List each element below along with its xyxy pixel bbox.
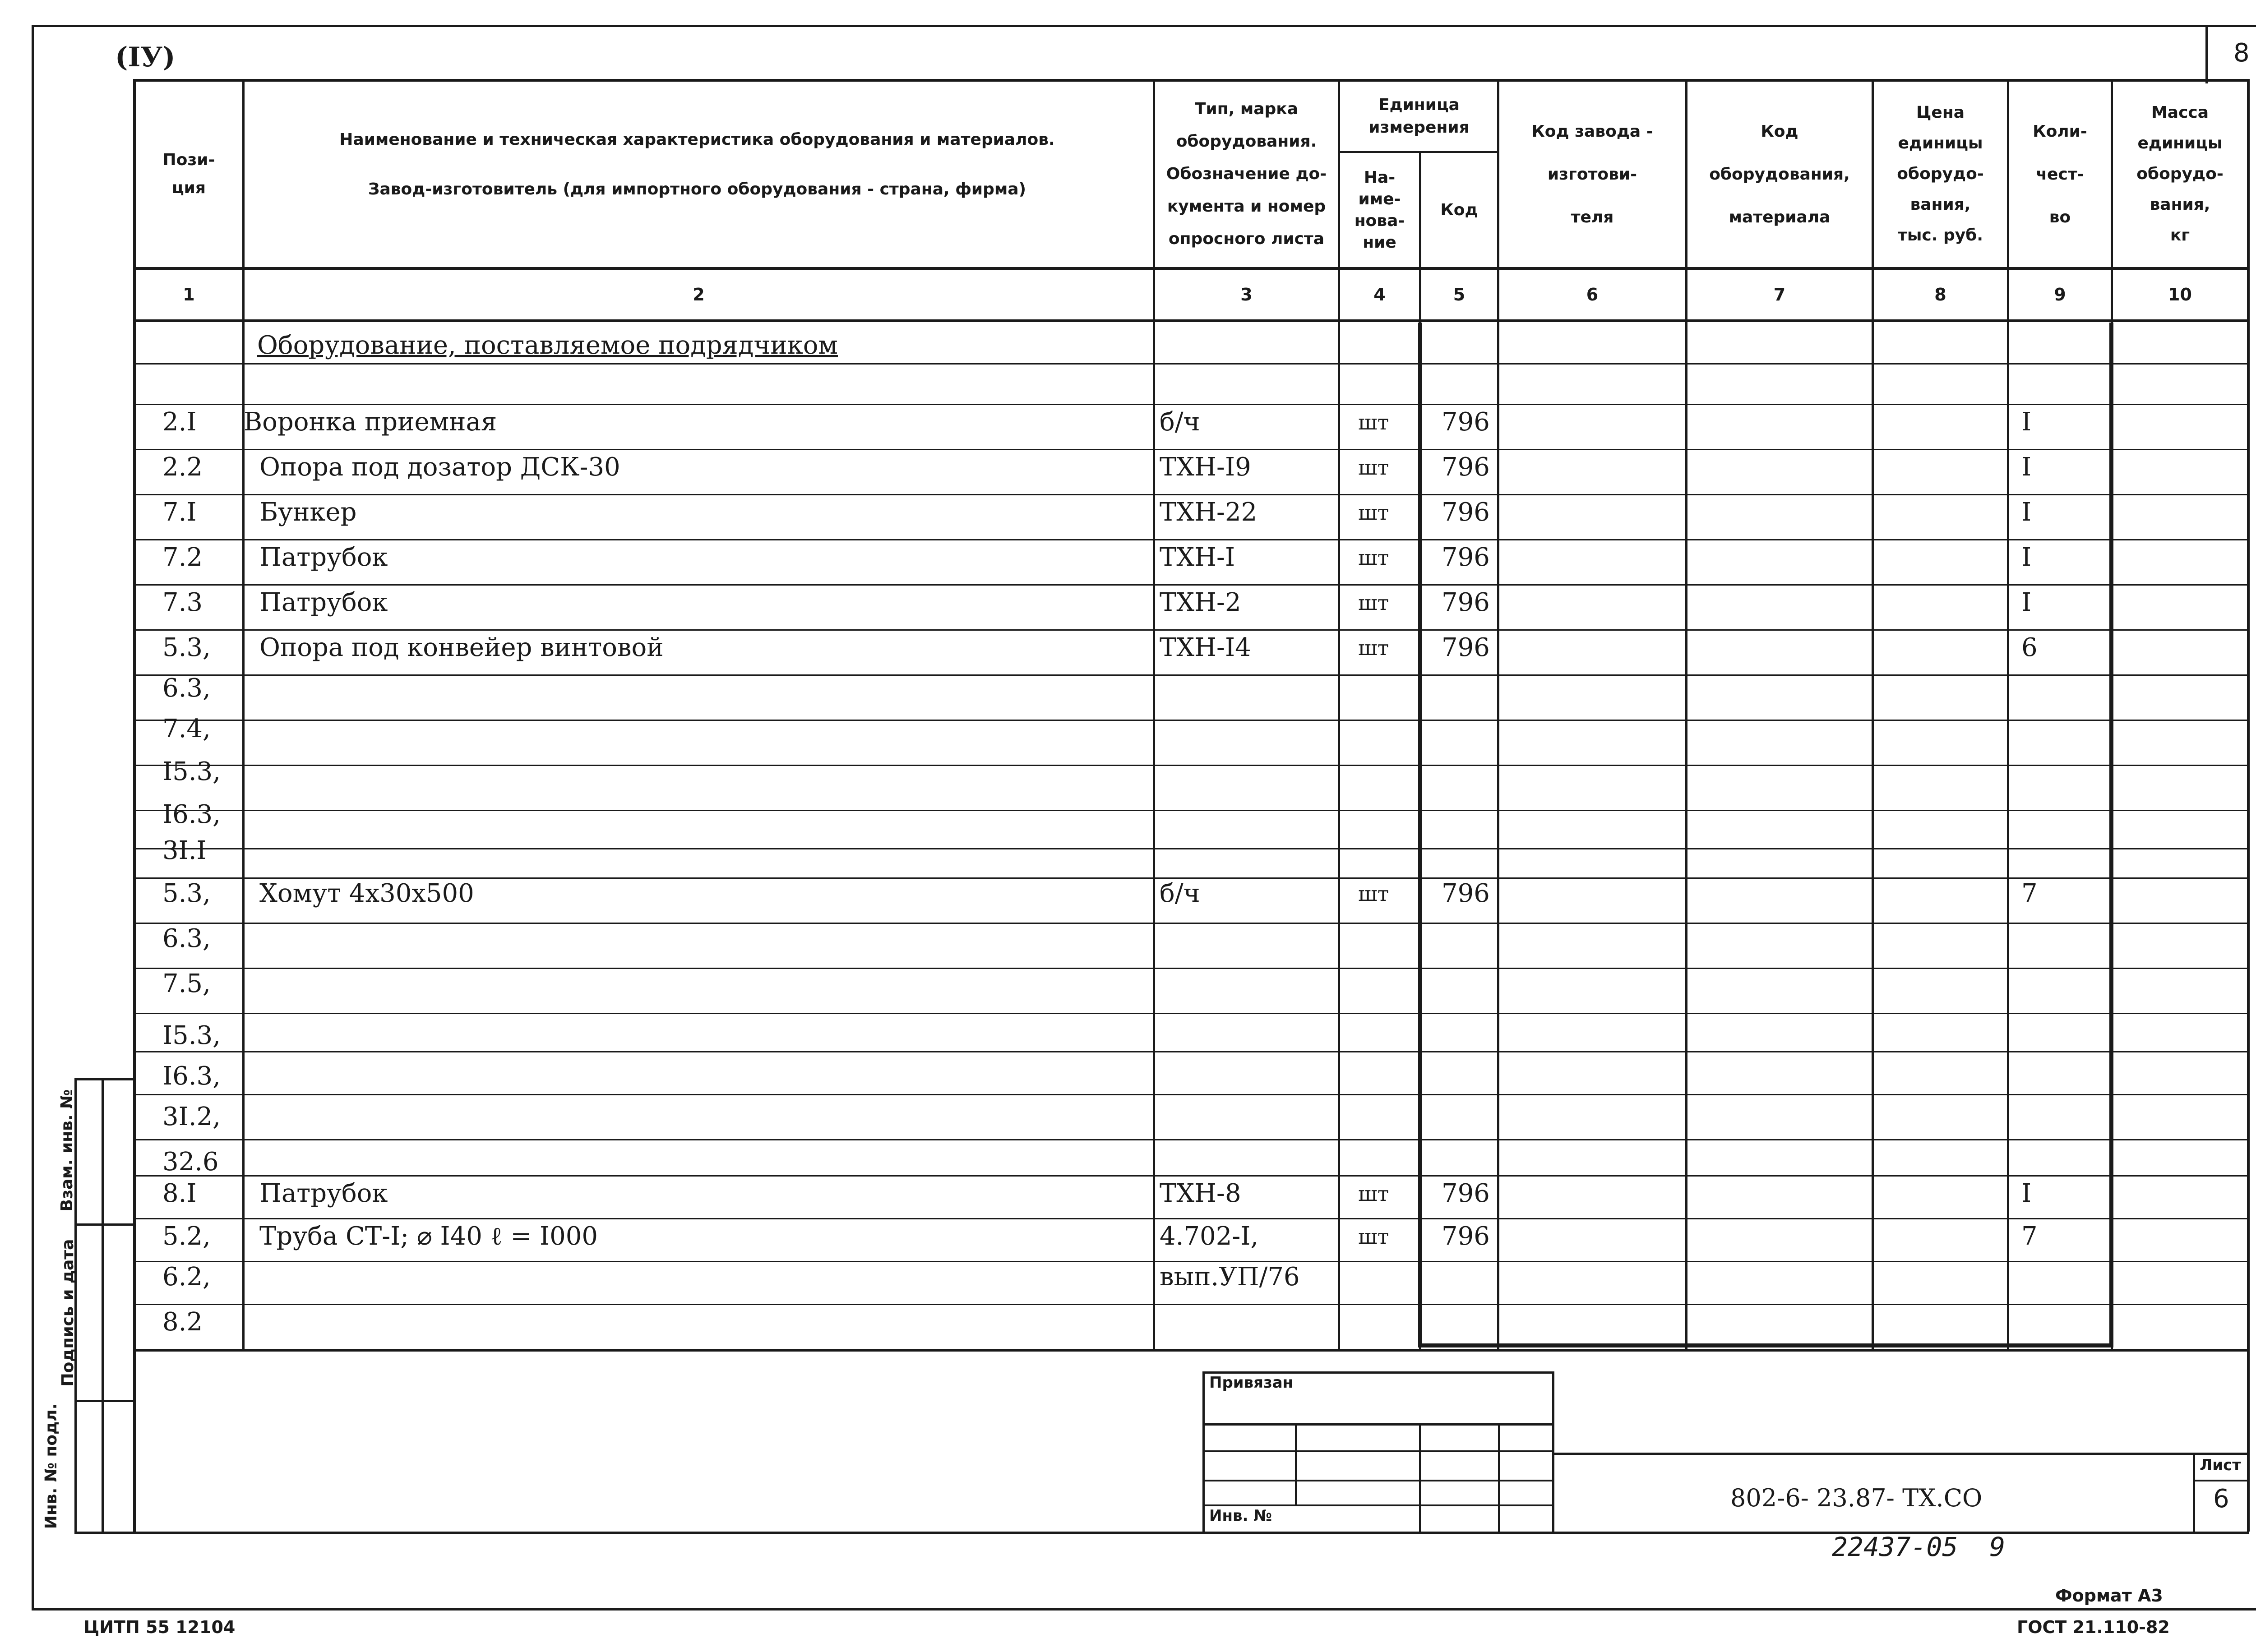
cell-pos: 2.I [162,407,197,437]
colnum-10: 10 [2168,285,2192,305]
cell-pos: 7.3 [162,588,203,617]
row-line [134,1051,2248,1052]
row-line [134,923,2248,924]
stamp-linked-label: Привязан [1209,1374,1294,1392]
title-block-top [1552,1453,2249,1455]
header-unit-group: Единица измерения [1368,95,1470,137]
cell-pos: 6.2, [162,1262,211,1292]
cell-pos: 6.3, [162,924,211,953]
colnum-6: 6 [1586,285,1599,305]
cell-code: 796 [1442,543,1490,572]
cell-pos: 32.6 [162,1147,219,1177]
cell-name: Хомут 4х30х500 [259,879,474,908]
cell-qty: I [2021,452,2032,482]
cell-pos: 5.3, [162,879,211,908]
bottom-left-caption: ЦИТП 55 12104 [83,1617,236,1637]
row-line [134,1094,2248,1095]
cell-code: 796 [1442,407,1490,437]
cell-unit: шт [1358,500,1389,525]
colnum-5: 5 [1453,285,1465,305]
cell-code: 796 [1442,1179,1490,1208]
side-label-vzam: Взам. инв. № [58,1089,76,1212]
bold-block-left [1418,323,1422,1347]
table-bottom [133,1349,2249,1352]
row-line [134,584,2248,586]
cell-qty: I [2021,588,2032,617]
colnum-4: 4 [1373,285,1386,305]
cell-name: Бункер [259,498,357,527]
cell-code: 796 [1442,452,1490,482]
header-name-line2: Завод-изготовитель (для импортного оборудования - страна, фирма) [368,180,1026,198]
stamp-col2 [1419,1423,1421,1532]
stamp-row4 [1202,1504,1554,1506]
sheet-box-sep [2193,1480,2249,1481]
cell-type: б/ч [1160,879,1200,908]
cell-name: Патрубок [259,543,388,572]
format-label: Формат А3 [2055,1586,2163,1606]
cell-type: ТХН-22 [1160,498,1257,527]
cell-qty: I [2021,407,2032,437]
row-line [134,1139,2248,1140]
frame-bottom [32,1608,2256,1610]
side-strip-sep2 [74,1400,135,1402]
row-line [134,968,2248,969]
cell-type: ТХН-I4 [1160,633,1251,662]
header-mass: Масса единицы оборудо- вания, кг [2136,103,2224,245]
colnum-8: 8 [1934,285,1946,305]
cell-code: 796 [1442,1222,1490,1251]
colnum-1: 1 [183,285,195,305]
cell-pos: 5.2, [162,1222,211,1251]
section-title: Оборудование, поставляемое подрядчиком [257,331,838,360]
side-label-podpis: Подпись и дата [59,1239,77,1387]
header-unit-code: Код [1440,201,1478,219]
row-line [134,539,2248,540]
cell-pos: I5.3, [162,1021,221,1050]
cell-pos: 7.5, [162,969,211,998]
cell-name: Воронка приемная [244,407,497,437]
row-line [134,449,2248,450]
cell-type: ТХН-8 [1160,1179,1241,1208]
cell-code: 796 [1442,588,1490,617]
frame-top [32,25,2256,27]
header-unit-name: На- име- нова- ние [1354,168,1405,252]
page-number: 8 [2233,38,2250,68]
bottom-right-caption: ГОСТ 21.110-82 [2017,1617,2170,1637]
cell-name: Опора под конвейер винтовой [259,633,664,662]
cell-type: 4.702-I, [1160,1222,1259,1251]
cell-unit: шт [1358,410,1389,434]
cell-pos: 3I.I [162,836,207,865]
sheet-label: Лист [2200,1456,2241,1474]
stamp-inv-label: Инв. № [1209,1507,1272,1525]
colnum-7: 7 [1773,285,1786,305]
bold-block-right [2109,323,2113,1347]
cell-pos: 3I.2, [162,1102,221,1131]
side-strip-sep1 [74,1223,135,1226]
cell-name: Патрубок [259,1179,388,1208]
cell-pos: 7.2 [162,543,203,572]
table-right [2247,79,2250,1532]
cell-unit: шт [1358,636,1389,660]
cell-pos: 5.3, [162,633,211,662]
side-strip-inner [102,1078,104,1534]
row-line [134,404,2248,405]
cell-unit: шт [1358,455,1389,480]
header-position: Пози- ция [162,151,215,197]
row-line [134,1013,2248,1014]
cell-pos: 6.3, [162,674,211,703]
cell-code: 796 [1442,498,1490,527]
row-line [134,810,2248,811]
cell-name: Опора под дозатор ДСК-30 [259,452,620,482]
cell-pos: 7.4, [162,714,211,743]
side-strip-top [74,1078,135,1080]
document-code: 802-6- 23.87- ТХ.СО [1730,1484,1983,1512]
stamp-left [1202,1371,1205,1534]
unit-group-line [1338,151,1498,153]
cell-unit: шт [1358,591,1389,615]
cell-pos: 2.2 [162,452,203,482]
bold-block-bottom [1418,1343,2113,1347]
stamp-row2 [1202,1450,1554,1452]
sheet-box-left [2193,1453,2195,1534]
row-line [134,629,2248,631]
header-name-line1: Наименование и техническая характеристика оборудования и материалов. [339,130,1055,149]
cell-type: ТХН-I [1160,543,1235,572]
cell-name: Патрубок [259,588,388,617]
frame-left [32,25,34,1610]
cell-qty: 7 [2021,1222,2038,1251]
cell-pos: 7.I [162,498,197,527]
cell-type: б/ч [1160,407,1200,437]
sheet-number: 6 [2213,1484,2229,1514]
colnum-9: 9 [2054,285,2066,305]
cell-pos: I5.3, [162,757,221,786]
cell-pos: 8.2 [162,1307,203,1337]
cell-qty: 7 [2021,879,2038,908]
row-line [134,363,2248,365]
sheet-corner-label: (IУ) [115,42,176,73]
cell-unit: шт [1358,545,1389,570]
handwritten-number: 22437-05 9 [1832,1532,2006,1562]
cell-type: вып.УП/76 [1160,1262,1300,1292]
cell-qty: I [2021,543,2032,572]
cell-qty: I [2021,498,2032,527]
row-line [134,674,2248,676]
row-line [134,1218,2248,1219]
header-maker-code: Код завода - изготови- теля [1531,122,1653,226]
side-label-inv-podl: Инв. № подл. [42,1403,60,1529]
cell-unit: шт [1358,1224,1389,1249]
cell-type: ТХН-I9 [1160,452,1251,482]
page-number-box-left [2205,25,2208,83]
colnum-2: 2 [693,285,705,305]
cell-code: 796 [1442,633,1490,662]
row-line [134,494,2248,495]
stamp-col1 [1295,1423,1297,1504]
header-price: Цена единицы оборудо- вания, тыс. руб. [1897,103,1984,245]
cell-unit: шт [1358,1181,1389,1206]
cell-unit: шт [1358,881,1389,906]
cell-pos: I6.3, [162,800,221,829]
cell-code: 796 [1442,879,1490,908]
header-equipment-code: Код оборудования, материала [1709,122,1850,226]
row-line [134,720,2248,721]
stamp-col3 [1498,1423,1500,1532]
cell-pos: I6.3, [162,1061,221,1091]
row-line [134,848,2248,849]
header-quantity: Коли- чест- во [2033,122,2087,226]
cell-pos: 8.I [162,1179,197,1208]
row-line [134,1175,2248,1177]
cell-qty: I [2021,1179,2032,1208]
cell-qty: 6 [2021,633,2038,662]
stamp-row1 [1202,1423,1554,1426]
cell-type: ТХН-2 [1160,588,1241,617]
colnum-3: 3 [1240,285,1253,305]
row-line [134,1304,2248,1305]
cell-name: Труба СТ-I; ⌀ I40 ℓ = I000 [259,1222,598,1251]
colnum-bottom [133,319,2249,322]
header-type: Тип, марка оборудования. Обозначение до- кумента и номер опросного листа [1166,100,1327,248]
stamp-row3 [1202,1480,1554,1481]
row-line [134,765,2248,766]
